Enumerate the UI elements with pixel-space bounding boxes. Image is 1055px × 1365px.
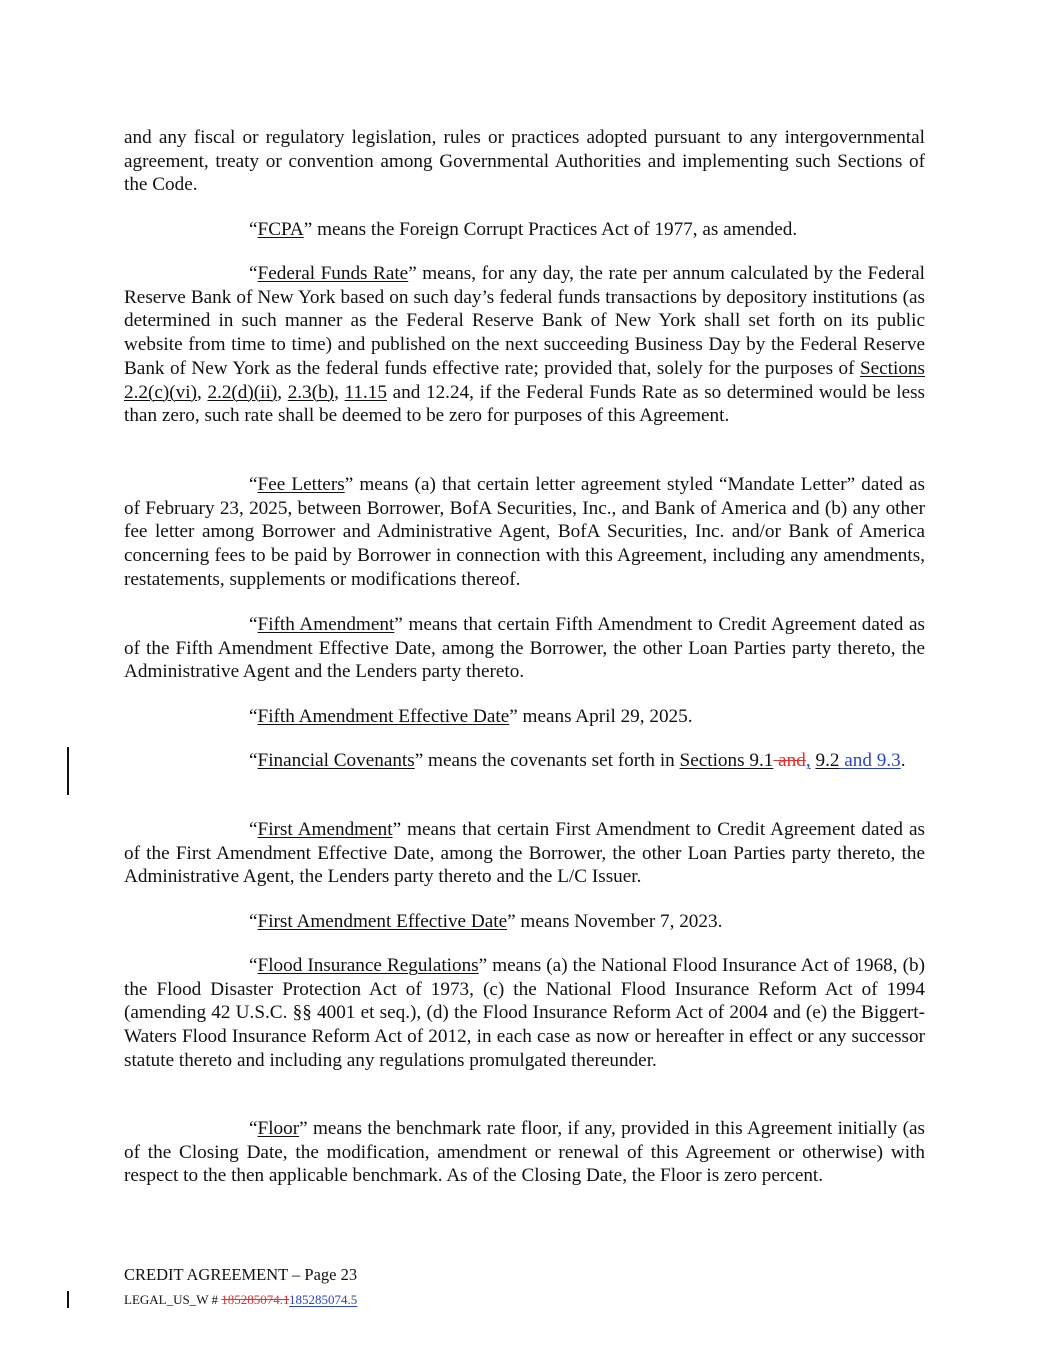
defined-term: Fee Letters: [257, 474, 345, 495]
defined-term: Federal Funds Rate: [257, 263, 409, 284]
inserted-text: ,: [805, 750, 811, 771]
change-bar: [67, 747, 69, 795]
definition-first-amendment: “First Amendment” means that certain First Amendment to Credit Agreement dated as of the First Amendment Effective Date, among the Borrower, the other Loan Parties party thereto, the Administrative Agent, the Lenders party thereto and the L/C Issuer.: [124, 819, 925, 888]
definition-fcpa: “FCPA” means the Foreign Corrupt Practices Act of 1977, as amended.: [249, 219, 798, 240]
defined-term: Financial Covenants: [257, 750, 415, 771]
page-footer-label: CREDIT AGREEMENT – Page 23: [124, 1265, 358, 1284]
definition-fee-letters: “Fee Letters” means (a) that certain letter agreement styled “Mandate Letter” dated as of February 23, 2025, between Borrower, BofA Securities, Inc., and Bank of America and (b) any other fee letter among Borrower and Administrative Agent, BofA Securities, Inc. and/or Bank of America concerning fees to be paid by Borrower in connection with this Agreement, including any amendments, restatements, supplements or modifications thereof.: [124, 474, 925, 590]
defined-term: First Amendment Effective Date: [257, 911, 508, 932]
section-reference: Sections 9.1: [679, 750, 774, 771]
inserted-text: and 9.3: [839, 750, 901, 771]
inserted-text: 185285074.5: [289, 1292, 358, 1307]
section-reference: 11.15: [344, 381, 387, 403]
paragraph-fatca-continuation: and any fiscal or regulatory legislation, rules or practices adopted pursuant to any intergovernmental agreement, treaty or convention among Governmental Authorities and implementing such Sections of the Code.: [124, 127, 925, 196]
defined-term: Flood Insurance Regulations: [257, 955, 479, 976]
definition-financial-covenants: “Financial Covenants” means the covenants set forth in Sections 9.1 and, 9.2 and 9.3.: [249, 750, 906, 771]
definition-floor: “Floor” means the benchmark rate floor, if any, provided in this Agreement initially (as of the Closing Date, the modification, amendment or renewal of this Agreement or otherwise) with respect to the then applicable benchmark. As of the Closing Date, the Floor is zero percent.: [124, 1118, 925, 1187]
section-reference: 2.2(d)(ii): [207, 381, 278, 403]
definition-federal-funds-rate: “Federal Funds Rate” means, for any day, the rate per annum calculated by the Federal Reserve Bank of New York based on such day’s federal funds transactions by depository institutions (as determined in such manner as the Federal Reserve Bank of New York shall set forth on its public website from time to time) and published on the next succeeding Business Day by the Federal Reserve Bank of New York as the federal funds effective rate; provided that, solely for the purposes of Sections 2.2(c)(vi), 2.2(d)(ii), 2.3(b), 11.15 and 12.24, if the Federal Funds Rate as so determined would be less than zero, such rate shall be deemed to be zero for purposes of this Agreement.: [124, 263, 926, 427]
deleted-text: 185285074.1: [221, 1292, 290, 1307]
section-reference: Sections 2.2(c)(vi): [124, 357, 925, 403]
deleted-text: and: [773, 750, 806, 771]
defined-term: Fifth Amendment: [257, 614, 395, 635]
definition-flood-insurance-regulations: “Flood Insurance Regulations” means (a) the National Flood Insurance Act of 1968, (b) the Flood Disaster Protection Act of 1973, (c) the National Flood Insurance Reform Act of 1994 (amending 42 U.S.C. §§ 4001 et seq.), (d) the Flood Insurance Reform Act of 2004 and (e) the Biggert-Waters Flood Insurance Reform Act of 2012, in each case as now or hereafter in effect or any successor statute thereto and including any regulations promulgated thereunder.: [124, 955, 925, 1071]
section-reference: 2.3(b): [287, 381, 335, 403]
change-bar: [67, 1291, 69, 1308]
definition-fifth-amendment: “Fifth Amendment” means that certain Fifth Amendment to Credit Agreement dated as of the Fifth Amendment Effective Date, among the Borrower, the other Loan Parties party thereto, the Administrative Agent and the Lenders party thereto.: [124, 614, 925, 683]
definition-fifth-amendment-effective-date: “Fifth Amendment Effective Date” means April 29, 2025.: [249, 706, 693, 727]
defined-term: Floor: [257, 1118, 300, 1139]
defined-term: FCPA: [257, 219, 304, 240]
defined-term: First Amendment: [257, 819, 393, 840]
definition-first-amendment-effective-date: “First Amendment Effective Date” means November 7, 2023.: [249, 911, 723, 932]
section-reference: 9.2: [815, 750, 840, 771]
defined-term: Fifth Amendment Effective Date: [257, 706, 510, 727]
document-id-footer: LEGAL_US_W # 185285074.1185285074.5: [124, 1292, 358, 1307]
